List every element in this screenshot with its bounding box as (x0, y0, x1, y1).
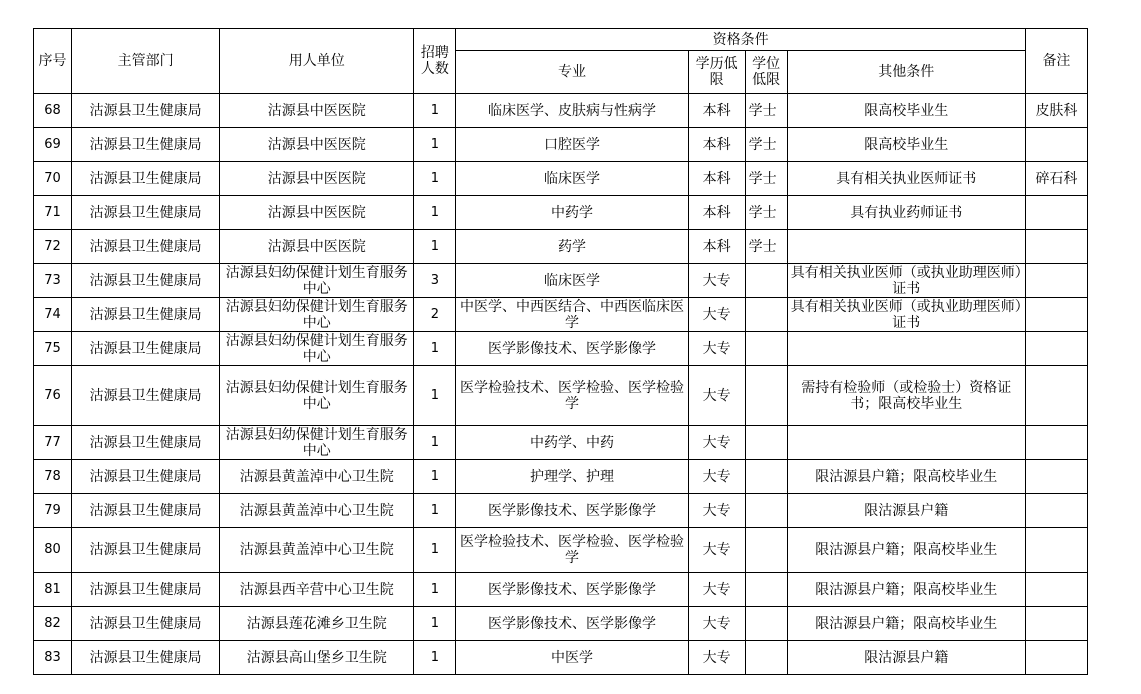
cell-dept: 沽源县卫生健康局 (72, 94, 220, 128)
cell-major: 护理学、护理 (456, 460, 688, 494)
cell-edu: 大专 (688, 607, 745, 641)
cell-other: 限沽源县户籍；限高校毕业生 (787, 573, 1025, 607)
cell-degree (745, 573, 787, 607)
cell-edu: 大专 (688, 332, 745, 366)
cell-degree: 学士 (745, 196, 787, 230)
cell-major: 药学 (456, 230, 688, 264)
cell-count: 1 (414, 426, 456, 460)
cell-seq: 73 (34, 264, 72, 298)
cell-seq: 74 (34, 298, 72, 332)
header-other: 其他条件 (787, 51, 1025, 94)
cell-degree (745, 298, 787, 332)
table-row (34, 230, 1088, 264)
recruitment-table (33, 28, 1088, 675)
cell-count: 1 (414, 230, 456, 264)
cell-other: 限沽源县户籍 (787, 494, 1025, 528)
cell-dept: 沽源县卫生健康局 (72, 528, 220, 573)
cell-count: 1 (414, 196, 456, 230)
cell-edu: 大专 (688, 460, 745, 494)
table-row (34, 460, 1088, 494)
cell-edu: 大专 (688, 366, 745, 426)
cell-edu: 大专 (688, 573, 745, 607)
header-major: 专业 (456, 51, 688, 94)
cell-edu: 大专 (688, 641, 745, 675)
cell-seq: 76 (34, 366, 72, 426)
cell-major: 临床医学、皮肤病与性病学 (456, 94, 688, 128)
cell-count: 3 (414, 264, 456, 298)
cell-degree: 学士 (745, 162, 787, 196)
table-row (34, 366, 1088, 426)
cell-note (1025, 230, 1087, 264)
cell-degree: 学士 (745, 94, 787, 128)
cell-note (1025, 264, 1087, 298)
cell-edu: 本科 (688, 128, 745, 162)
cell-major: 医学影像技术、医学影像学 (456, 494, 688, 528)
cell-major: 医学影像技术、医学影像学 (456, 607, 688, 641)
cell-count: 1 (414, 460, 456, 494)
table-row (34, 332, 1088, 366)
cell-other: 具有相关执业医师（或执业助理医师）证书 (787, 264, 1025, 298)
cell-major: 中医学、中西医结合、中西医临床医学 (456, 298, 688, 332)
cell-unit: 沽源县妇幼保健计划生育服务中心 (220, 332, 414, 366)
cell-edu: 大专 (688, 264, 745, 298)
cell-count: 1 (414, 128, 456, 162)
table-row (34, 573, 1088, 607)
cell-other (787, 332, 1025, 366)
cell-degree (745, 366, 787, 426)
table-row (34, 128, 1088, 162)
cell-major: 医学检验技术、医学检验、医学检验学 (456, 366, 688, 426)
cell-other: 限沽源县户籍；限高校毕业生 (787, 460, 1025, 494)
cell-degree (745, 494, 787, 528)
header-degree: 学位低限 (745, 51, 787, 94)
cell-dept: 沽源县卫生健康局 (72, 162, 220, 196)
cell-dept: 沽源县卫生健康局 (72, 230, 220, 264)
cell-other: 限沽源县户籍；限高校毕业生 (787, 528, 1025, 573)
cell-other: 限沽源县户籍；限高校毕业生 (787, 607, 1025, 641)
cell-seq: 70 (34, 162, 72, 196)
cell-unit: 沽源县黄盖淖中心卫生院 (220, 460, 414, 494)
cell-major: 中医学 (456, 641, 688, 675)
cell-unit: 沽源县中医医院 (220, 196, 414, 230)
cell-degree (745, 607, 787, 641)
cell-note: 皮肤科 (1025, 94, 1087, 128)
table-row (34, 426, 1088, 460)
cell-seq: 78 (34, 460, 72, 494)
cell-count: 1 (414, 94, 456, 128)
cell-dept: 沽源县卫生健康局 (72, 641, 220, 675)
cell-seq: 77 (34, 426, 72, 460)
cell-seq: 75 (34, 332, 72, 366)
cell-seq: 69 (34, 128, 72, 162)
cell-note (1025, 332, 1087, 366)
cell-dept: 沽源县卫生健康局 (72, 426, 220, 460)
cell-other: 限高校毕业生 (787, 94, 1025, 128)
table-row (34, 641, 1088, 675)
cell-major: 医学影像技术、医学影像学 (456, 573, 688, 607)
header-unit: 用人单位 (220, 29, 414, 94)
cell-degree (745, 528, 787, 573)
cell-dept: 沽源县卫生健康局 (72, 332, 220, 366)
table-row (34, 196, 1088, 230)
cell-unit: 沽源县高山堡乡卫生院 (220, 641, 414, 675)
cell-unit: 沽源县妇幼保健计划生育服务中心 (220, 426, 414, 460)
cell-dept: 沽源县卫生健康局 (72, 128, 220, 162)
cell-unit: 沽源县妇幼保健计划生育服务中心 (220, 264, 414, 298)
cell-unit: 沽源县西辛营中心卫生院 (220, 573, 414, 607)
cell-major: 医学影像技术、医学影像学 (456, 332, 688, 366)
cell-unit: 沽源县中医医院 (220, 94, 414, 128)
cell-degree (745, 641, 787, 675)
cell-seq: 71 (34, 196, 72, 230)
cell-note (1025, 366, 1087, 426)
cell-note (1025, 426, 1087, 460)
cell-edu: 本科 (688, 94, 745, 128)
header-qualifications: 资格条件 (456, 29, 1026, 51)
cell-dept: 沽源县卫生健康局 (72, 460, 220, 494)
cell-note (1025, 196, 1087, 230)
cell-other: 具有相关执业医师证书 (787, 162, 1025, 196)
cell-unit: 沽源县妇幼保健计划生育服务中心 (220, 298, 414, 332)
table-row (34, 264, 1088, 298)
header-edu: 学历低限 (688, 51, 745, 94)
cell-unit: 沽源县妇幼保健计划生育服务中心 (220, 366, 414, 426)
cell-other: 具有执业药师证书 (787, 196, 1025, 230)
cell-major: 医学检验技术、医学检验、医学检验学 (456, 528, 688, 573)
cell-note (1025, 460, 1087, 494)
table-row (34, 607, 1088, 641)
cell-note (1025, 494, 1087, 528)
cell-other (787, 230, 1025, 264)
cell-edu: 本科 (688, 230, 745, 264)
table-row (34, 162, 1088, 196)
cell-seq: 81 (34, 573, 72, 607)
table-body (34, 94, 1088, 675)
cell-dept: 沽源县卫生健康局 (72, 196, 220, 230)
header-note: 备注 (1025, 29, 1087, 94)
cell-unit: 沽源县莲花滩乡卫生院 (220, 607, 414, 641)
cell-dept: 沽源县卫生健康局 (72, 494, 220, 528)
header-seq: 序号 (34, 29, 72, 94)
cell-unit: 沽源县黄盖淖中心卫生院 (220, 494, 414, 528)
cell-other: 具有相关执业医师（或执业助理医师）证书 (787, 298, 1025, 332)
cell-degree (745, 460, 787, 494)
cell-major: 临床医学 (456, 264, 688, 298)
cell-note (1025, 528, 1087, 573)
cell-count: 1 (414, 332, 456, 366)
cell-note (1025, 607, 1087, 641)
cell-edu: 大专 (688, 426, 745, 460)
cell-other: 限沽源县户籍 (787, 641, 1025, 675)
cell-dept: 沽源县卫生健康局 (72, 298, 220, 332)
table-row (34, 528, 1088, 573)
header-dept: 主管部门 (72, 29, 220, 94)
cell-note (1025, 573, 1087, 607)
cell-dept: 沽源县卫生健康局 (72, 264, 220, 298)
cell-note (1025, 641, 1087, 675)
cell-count: 1 (414, 162, 456, 196)
cell-unit: 沽源县中医医院 (220, 162, 414, 196)
cell-seq: 79 (34, 494, 72, 528)
cell-edu: 本科 (688, 196, 745, 230)
cell-edu: 本科 (688, 162, 745, 196)
cell-seq: 72 (34, 230, 72, 264)
header-count: 招聘人数 (414, 29, 456, 94)
cell-major: 口腔医学 (456, 128, 688, 162)
cell-major: 中药学 (456, 196, 688, 230)
cell-count: 1 (414, 607, 456, 641)
cell-count: 1 (414, 641, 456, 675)
table-row (34, 494, 1088, 528)
cell-note: 碎石科 (1025, 162, 1087, 196)
cell-other: 限高校毕业生 (787, 128, 1025, 162)
cell-degree (745, 426, 787, 460)
cell-dept: 沽源县卫生健康局 (72, 366, 220, 426)
cell-degree: 学士 (745, 230, 787, 264)
cell-dept: 沽源县卫生健康局 (72, 573, 220, 607)
cell-degree: 学士 (745, 128, 787, 162)
cell-unit: 沽源县黄盖淖中心卫生院 (220, 528, 414, 573)
cell-edu: 大专 (688, 528, 745, 573)
cell-degree (745, 332, 787, 366)
cell-seq: 83 (34, 641, 72, 675)
cell-count: 1 (414, 528, 456, 573)
cell-degree (745, 264, 787, 298)
cell-note (1025, 128, 1087, 162)
cell-edu: 大专 (688, 298, 745, 332)
cell-note (1025, 298, 1087, 332)
cell-seq: 80 (34, 528, 72, 573)
cell-count: 2 (414, 298, 456, 332)
cell-count: 1 (414, 366, 456, 426)
cell-unit: 沽源县中医医院 (220, 230, 414, 264)
cell-other (787, 426, 1025, 460)
cell-edu: 大专 (688, 494, 745, 528)
cell-count: 1 (414, 573, 456, 607)
table-row (34, 298, 1088, 332)
cell-count: 1 (414, 494, 456, 528)
cell-major: 临床医学 (456, 162, 688, 196)
cell-major: 中药学、中药 (456, 426, 688, 460)
cell-other: 需持有检验师（或检验士）资格证书；限高校毕业生 (787, 366, 1025, 426)
cell-seq: 68 (34, 94, 72, 128)
table-row (34, 94, 1088, 128)
cell-dept: 沽源县卫生健康局 (72, 607, 220, 641)
cell-unit: 沽源县中医医院 (220, 128, 414, 162)
cell-seq: 82 (34, 607, 72, 641)
